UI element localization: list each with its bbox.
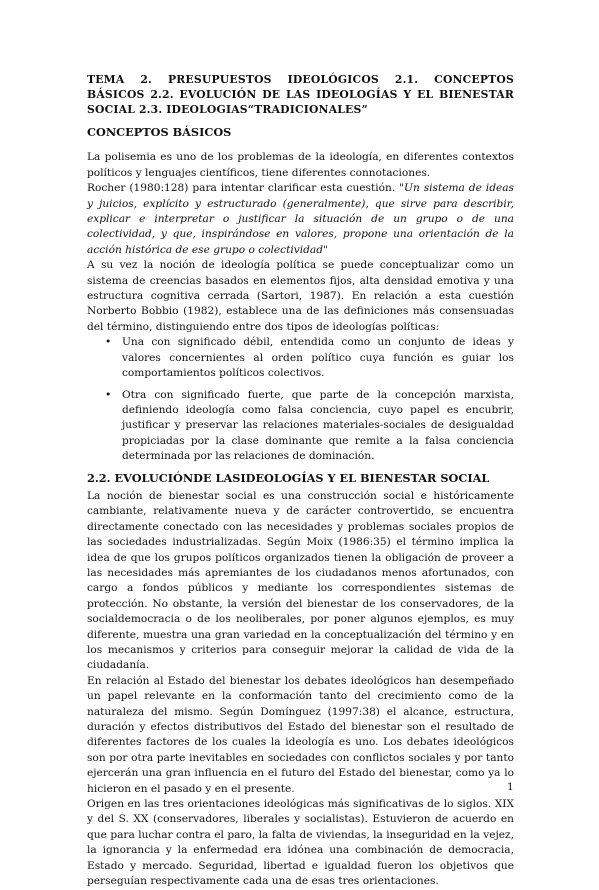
- paragraph-estado-bienestar: En relación al Estado del bienestar los debates ideológicos han desempeñado un papel relevante en la conformación tanto del crecimiento como de la naturaleza del mismo. Según Domínguez (1997:38) el alcance, estructura, duración y efectos distributivos del Estado del bienestar son el resultado de diferentes factores de los cuales la ideología es uno. Los debates ideológicos son por otra parte inevitables en sociedades con conflictos sociales y por tanto ejercerán una gran influencia en el futuro del Estado del bienestar, como ya lo hicieron en el pasado y en el presente.: [87, 674, 514, 795]
- bullet-icon: •: [105, 388, 112, 401]
- paragraph-rocher-intro: Rocher (1980:128) para intentar clarificar esta cuestión.: [87, 182, 400, 195]
- bullet-icon: •: [105, 336, 112, 349]
- paragraph-polisemia: La polisemia es uno de los problemas de la ideología, en diferentes contextos políticos y lenguajes científicos, tiene diferentes connotaciones.: [87, 151, 514, 179]
- page-number: 1: [507, 781, 514, 793]
- section-heading-evolucion: 2.2. EVOLUCIÓNDE LASIDEOLOGÍAS Y EL BIENESTAR SOCIAL: [87, 470, 490, 485]
- list-item-text: Otra con significado fuerte, que parte de la concepción marxista, definiendo ideología como falsa conciencia, cuyo papel es encubrir, justificar y preservar las relaciones materiales-sociales de desigualdad propiciadas por la clase dominante que remite a la falsa conciencia determinada por las relaciones de dominación.: [122, 388, 514, 463]
- ideology-types-list: [87, 335, 514, 464]
- document-title: TEMA 2. PRESUPUESTOS IDEOLÓGICOS 2.1. CONCEPTOS BÁSICOS 2.2. EVOLUCIÓN DE LAS IDEOLOGÍAS Y EL BIENESTAR SOCIAL 2.3. IDEOLOGIAS“TRADICIONALES”: [87, 73, 514, 116]
- paragraph-rocher: [87, 181, 514, 258]
- rocher-quote: "Un sistema de ideas y juicios, explícito y estructurado (generalmente), que sirve para describir, explicar e interpretar o justificar la situación de un grupo o de una colectividad, y que, inspirándose en valores, propone una orientación de la acción histórica de ese grupo o colectividad": [87, 182, 514, 256]
- section-heading-conceptos-basicos: CONCEPTOS BÁSICOS: [87, 125, 232, 139]
- paragraph-ideologia-politica: A su vez la noción de ideología política se puede conceptualizar como un sistema de creencias basados en elementos fijos, alta densidad emotiva y una estructura cognitiva cerrada (Sartori, 1987). En relación a esta cuestión Norberto Bobbio (1982), establece una de las definiciones más consensuadas del término, distinguiendo entre dos tipos de ideologías políticas:: [87, 259, 514, 333]
- page-content: [87, 72, 514, 890]
- paragraph-bienestar-social: La noción de bienestar social es una construcción social e históricamente cambiante, relativamente nueva y de carácter controvertido, se encuentra directamente conectado con las necesidades y problemas sociales propios de las sociedades industrializadas. Según Moix (1986:35) el término implica la idea de que los grupos políticos organizados tienen la obligación de proveer a las necesidades más apremiantes de los ciudadanos menos afortunados, con cargo a fondos públicos y mediante los correspondientes sistemas de protección. No obstante, la versión del bienestar de los conservadores, de la socialdemocracia o de los neoliberales, por poner algunos ejemplos, es muy diferente, muestra una gran variedad en la conceptualización del término y en los mecanismos y criterios para conseguir mejorar la calidad de vida de la ciudadanía.: [87, 489, 514, 672]
- paragraph-orientaciones: Origen en las tres orientaciones ideológicas más significativas de lo siglos. XIX y del S. XX (conservadores, liberales y socialistas). Estuvieron de acuerdo en que para luchar contra el paro, la falta de viviendas, la inseguridad en la vejez, la ignorancia y la enfermedad era idónea una combinación de democracia, Estado y mercado. Seguridad, libertad e igualdad fueron los objetivos que perseguían respectivamente cada una de esas tres orientaciones.: [87, 798, 514, 888]
- list-item: [105, 335, 514, 381]
- list-item: [105, 388, 514, 465]
- list-item-text: Una con significado débil, entendida como un conjunto de ideas y valores concernientes al orden político cuya función es guiar los comportamientos políticos colectivos.: [122, 336, 514, 380]
